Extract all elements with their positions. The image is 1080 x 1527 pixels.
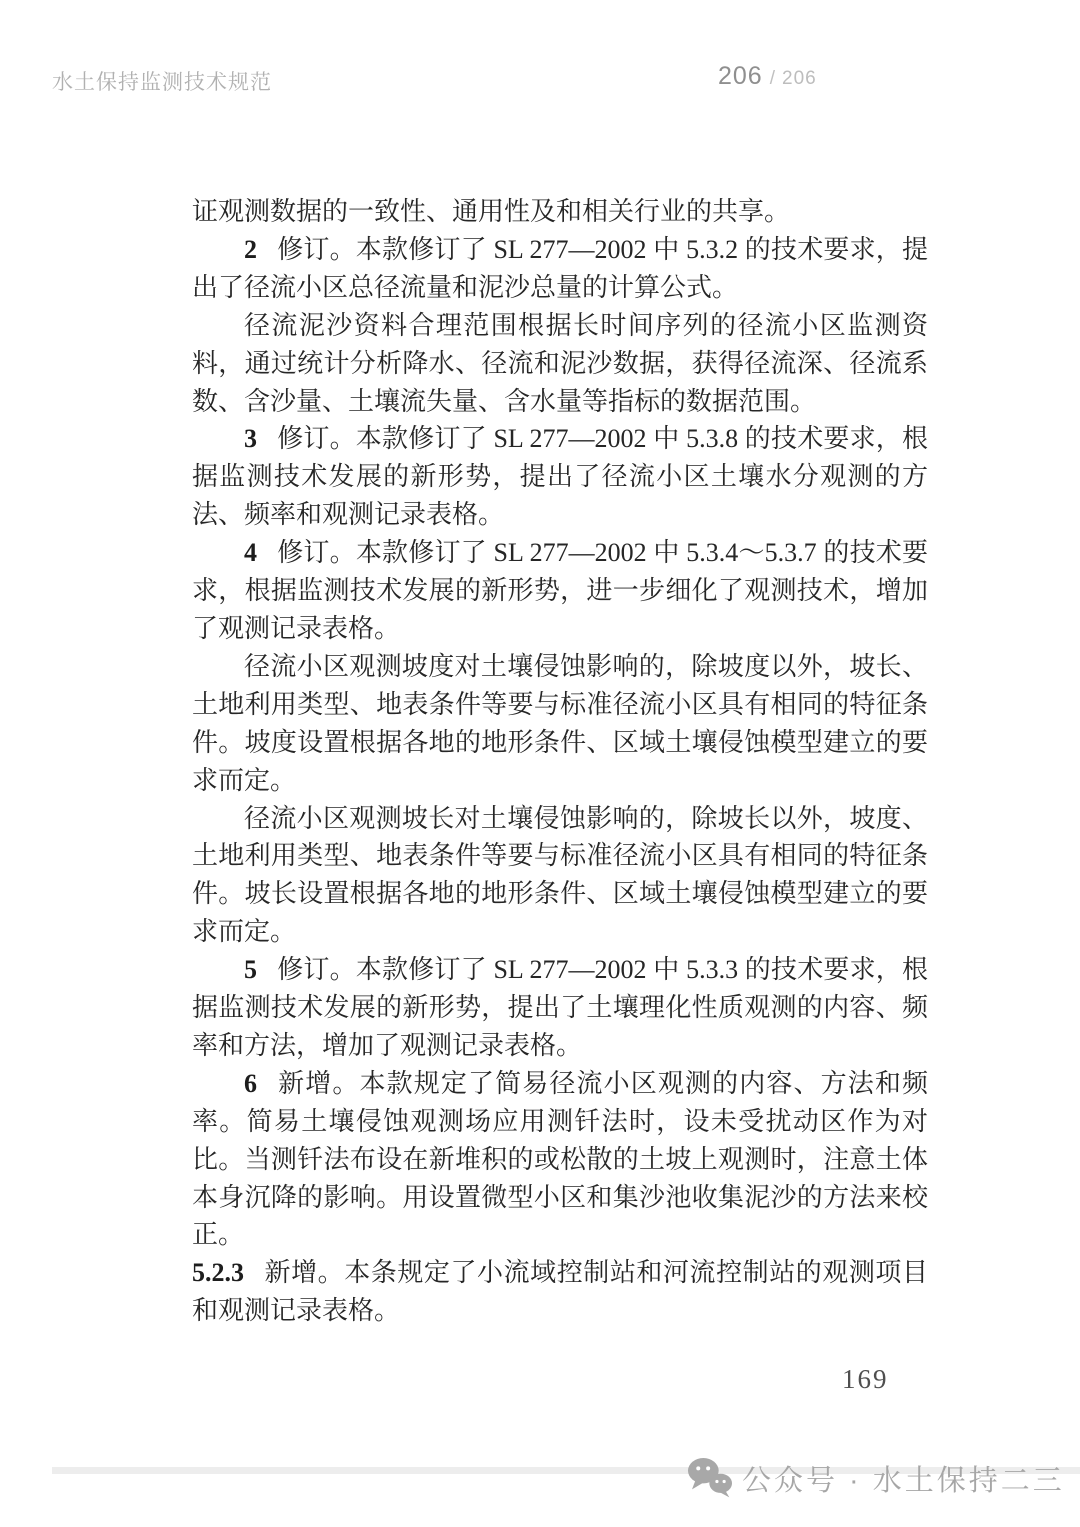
page-current: 206 — [718, 62, 763, 90]
paragraph-text: 修订。本款修订了 SL 277—2002 中 5.3.8 的技术要求，根据监测技术发展的新形势，提出了径流小区土壤水分观测的方法、频率和观测记录表格。 — [192, 424, 928, 530]
watermark — [686, 1456, 1065, 1500]
paragraph — [192, 951, 928, 1065]
paragraph — [192, 534, 928, 648]
clause-number: 6 — [244, 1068, 257, 1098]
paragraph — [192, 648, 928, 800]
page-indicator — [718, 62, 817, 91]
clause-number: 5.2.3 — [192, 1258, 244, 1288]
paragraph-text: 新增。本款规定了简易径流小区观测的内容、方法和频率。简易土壤侵蚀观测场应用测钎法时，设未受扰动区作为对比。当测钎法布设在新堆积的或松散的土坡上观测时，注意土体本身沉降的影响。用设置微型小区和集沙池收集泥沙的方法来校正。 — [192, 1068, 928, 1250]
paragraph — [192, 307, 928, 421]
paragraph-text: 证观测数据的一致性、通用性及和相关行业的共享。 — [192, 197, 791, 226]
clause-number: 2 — [244, 234, 257, 264]
paragraph-text: 径流小区观测坡度对土壤侵蚀影响的，除坡度以外，坡长、土地利用类型、地表条件等要与标准径流小区具有相同的特征条件。坡度设置根据各地的地形条件、区域土壤侵蚀模型建立的要求而定。 — [192, 651, 928, 795]
paragraph-text: 径流小区观测坡长对土壤侵蚀影响的，除坡长以外，坡度、土地利用类型、地表条件等要与标准径流小区具有相同的特征条件。坡长设置根据各地的地形条件、区域土壤侵蚀模型建立的要求而定。 — [192, 803, 928, 947]
paragraph-text: 修订。本款修订了 SL 277—2002 中 5.3.2 的技术要求，提出了径流小区总径流量和泥沙总量的计算公式。 — [192, 234, 928, 302]
clause-number: 5 — [244, 955, 257, 985]
document-title: 水土保持监测技术规范 — [52, 71, 272, 94]
wechat-icon — [686, 1456, 734, 1500]
page-separator: / — [769, 68, 775, 89]
paragraph — [192, 800, 928, 952]
page-total: 206 — [782, 68, 817, 89]
folio-page-number: 169 — [842, 1364, 889, 1394]
paragraph — [192, 420, 928, 534]
paragraph-text: 修订。本款修订了 SL 277—2002 中 5.3.3 的技术要求，根据监测技术发展的新形势，提出了土壤理化性质观测的内容、频率和方法，增加了观测记录表格。 — [192, 955, 928, 1060]
paragraph — [192, 1254, 928, 1330]
paragraph — [192, 193, 928, 231]
clause-number: 4 — [244, 538, 257, 568]
paragraph-text: 修订。本款修订了 SL 277—2002 中 5.3.4～5.3.7 的技术要求，根据监测技术发展的新形势，进一步细化了观测技术，增加了观测记录表格。 — [192, 538, 928, 643]
clause-number: 3 — [244, 424, 257, 454]
document-page — [192, 193, 928, 1330]
watermark-text: 公众号 · 水土保持二三 — [742, 1464, 1065, 1497]
reader-header — [0, 0, 1080, 120]
paragraph — [192, 1065, 928, 1255]
paragraph-text: 新增。本条规定了小流域控制站和河流控制站的观测项目和观测记录表格。 — [192, 1258, 928, 1326]
paragraph — [192, 231, 928, 307]
paragraph-text: 径流泥沙资料合理范围根据长时间序列的径流小区监测资料，通过统计分析降水、径流和泥沙数据，获得径流深、径流系数、含沙量、土壤流失量、含水量等指标的数据范围。 — [192, 310, 928, 416]
